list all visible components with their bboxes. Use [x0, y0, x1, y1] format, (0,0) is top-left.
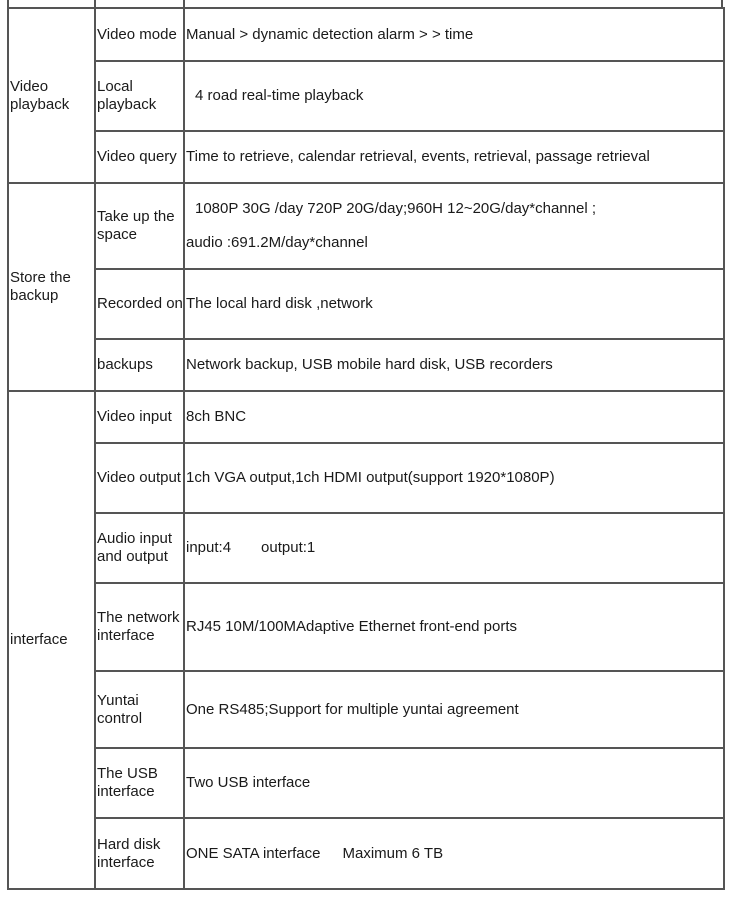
- value-cell: Manual > dynamic detection alarm > > time: [184, 8, 724, 61]
- value-cell: 8ch BNC: [184, 391, 724, 443]
- value-cell: [184, 183, 724, 269]
- table-row: [8, 269, 724, 339]
- value-cell: RJ45 10M/100MAdaptive Ethernet front-end ports: [184, 583, 724, 671]
- label-cell: Hard disk interface: [95, 818, 184, 889]
- value-cell: [184, 818, 724, 889]
- value-part-b: Maximum 6 TB: [342, 844, 444, 862]
- value-cell: 1ch VGA output,1ch HDMI output(support 1920*1080P): [184, 443, 724, 513]
- value-part-b: output:1: [261, 539, 316, 556]
- table-row: [8, 818, 724, 889]
- table-row: [8, 748, 724, 818]
- label-cell: Yuntai control: [95, 671, 184, 748]
- value-cell: Network backup, USB mobile hard disk, USB recorders: [184, 339, 724, 391]
- value-part-a: input:4: [186, 539, 232, 556]
- label-cell: Take up the space: [95, 183, 184, 269]
- table-row: [8, 583, 724, 671]
- value-cell: Time to retrieve, calendar retrieval, events, retrieval, passage retrieval: [184, 131, 724, 183]
- spec-table: [7, 7, 725, 890]
- value-cell: The local hard disk ,network: [184, 269, 724, 339]
- value-line-2: audio :691.2M/day*channel: [186, 234, 368, 251]
- table-row: [8, 183, 724, 269]
- category-cell: interface: [8, 391, 95, 889]
- table-row: [8, 8, 724, 61]
- table-row: [8, 339, 724, 391]
- label-cell: The USB interface: [95, 748, 184, 818]
- label-cell: Audio input and output: [95, 513, 184, 583]
- value-cell: [184, 513, 724, 583]
- value-part-a: ONE SATA interface: [186, 844, 321, 862]
- table-row: [8, 443, 724, 513]
- table-row: [8, 131, 724, 183]
- table-row: [8, 61, 724, 131]
- label-cell: Video query: [95, 131, 184, 183]
- label-cell: Local playback: [95, 61, 184, 131]
- label-cell: backups: [95, 339, 184, 391]
- value-line-1: 1080P 30G /day 720P 20G/day;960H 12~20G/day*channel ;: [195, 200, 597, 217]
- category-cell: Store the backup: [8, 183, 95, 391]
- value-cell: Two USB interface: [184, 748, 724, 818]
- category-cell: Video playback: [8, 8, 95, 183]
- table-row: [8, 513, 724, 583]
- value-cell: 4 road real-time playback: [184, 61, 724, 131]
- label-cell: The network interface: [95, 583, 184, 671]
- label-cell: Recorded on: [95, 269, 184, 339]
- table-row: [8, 671, 724, 748]
- value-cell: One RS485;Support for multiple yuntai agreement: [184, 671, 724, 748]
- table-row: [8, 391, 724, 443]
- label-cell: Video output: [95, 443, 184, 513]
- label-cell: Video input: [95, 391, 184, 443]
- label-cell: Video mode: [95, 8, 184, 61]
